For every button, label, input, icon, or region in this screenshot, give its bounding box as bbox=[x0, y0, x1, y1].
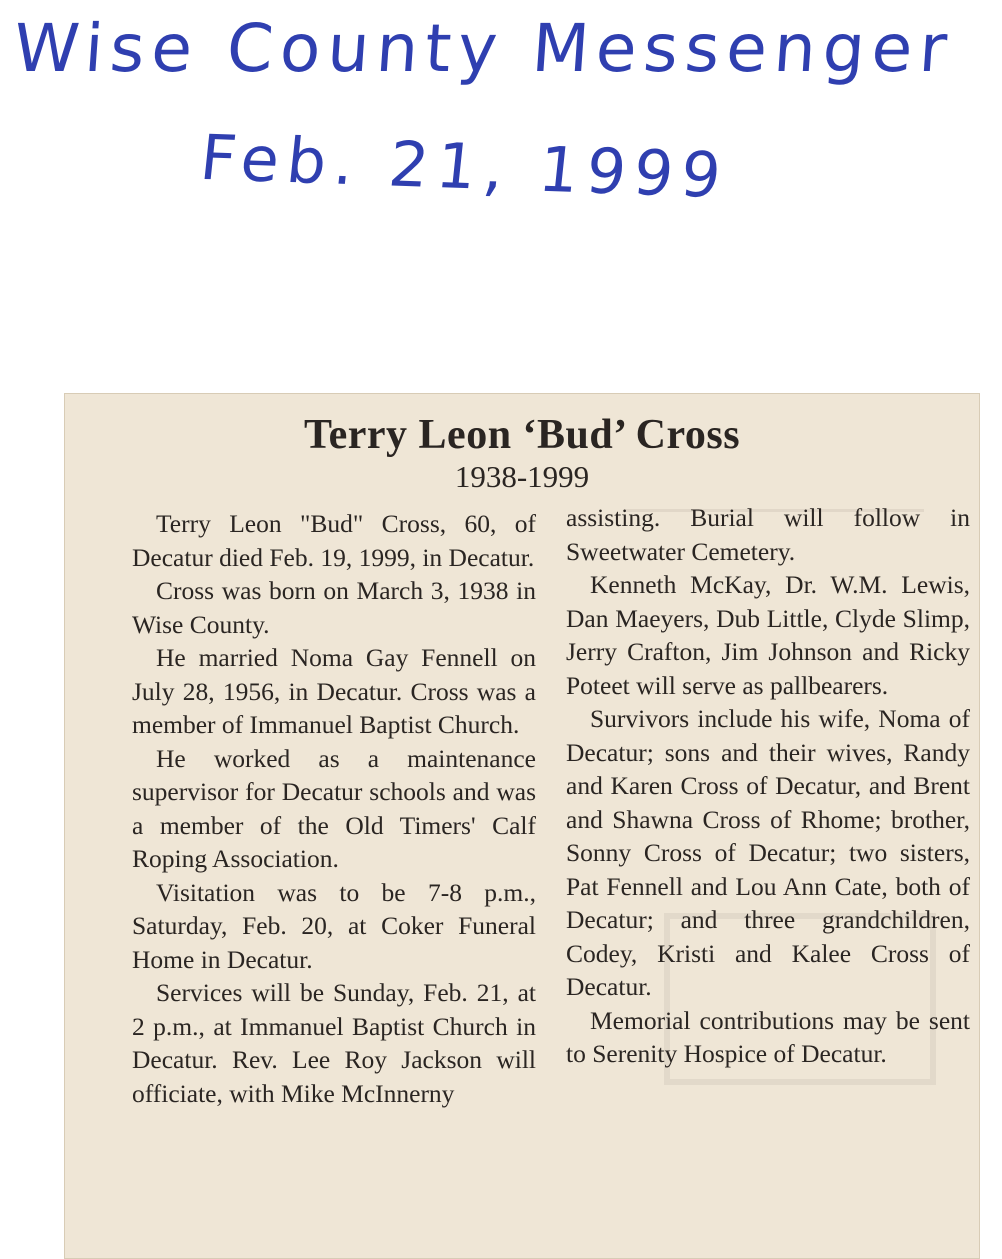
paragraph: He married Noma Gay Fennell on July 28, 1956, in Decatur. Cross was a member of Immanuel Baptist Church. bbox=[132, 643, 536, 739]
newspaper-clipping bbox=[64, 393, 980, 1259]
text-column-left bbox=[132, 507, 536, 1110]
paragraph: assisting. Burial will follow in Sweetwater Cemetery. bbox=[566, 503, 970, 566]
paragraph: Cross was born on March 3, 1938 in Wise County. bbox=[132, 576, 536, 639]
handwritten-publication-name: Wise County Messenger bbox=[11, 10, 957, 87]
paragraph: Services will be Sunday, Feb. 21, at 2 p.m., at Immanuel Baptist Church in Decatur. Rev. Lee Roy Jackson will officiate, with Mike McInnerny bbox=[132, 978, 536, 1108]
paragraph: He worked as a maintenance supervisor for Decatur schools and was a member of the Old Timers' Calf Roping Association. bbox=[132, 743, 536, 873]
handwritten-date: Feb. 21, 1999 bbox=[196, 120, 733, 213]
paragraph: Survivors include his wife, Noma of Decatur; sons and their wives, Randy and Karen Cross of Decatur, and Brent and Shawna Cross of Rhome; brother, Sonny Cross of Decatur; two sisters, Pat Fennell and Lou Ann Cate, both of Decatur; and three grandchildren, Codey, Kristi and Kalee Cross of Decatur. bbox=[566, 704, 970, 1001]
paragraph: Visitation was to be 7-8 p.m., Saturday, Feb. 20, at Coker Funeral Home in Decatur. bbox=[132, 877, 536, 974]
paragraph: Kenneth McKay, Dr. W.M. Lewis, Dan Maeyers, Dub Little, Clyde Slimp, Jerry Crafton, Jim Johnson and Ricky Poteet will serve as pallbearers. bbox=[566, 570, 970, 700]
text-column-right bbox=[566, 501, 970, 1071]
paragraph: Terry Leon "Bud" Cross, 60, of Decatur died Feb. 19, 1999, in Decatur. bbox=[132, 509, 536, 572]
obituary-headline: Terry Leon ‘Bud’ Cross bbox=[303, 412, 741, 458]
obituary-years: 1938-1999 bbox=[454, 459, 590, 494]
paragraph: Memorial contributions may be sent to Serenity Hospice of Decatur. bbox=[566, 1005, 970, 1068]
